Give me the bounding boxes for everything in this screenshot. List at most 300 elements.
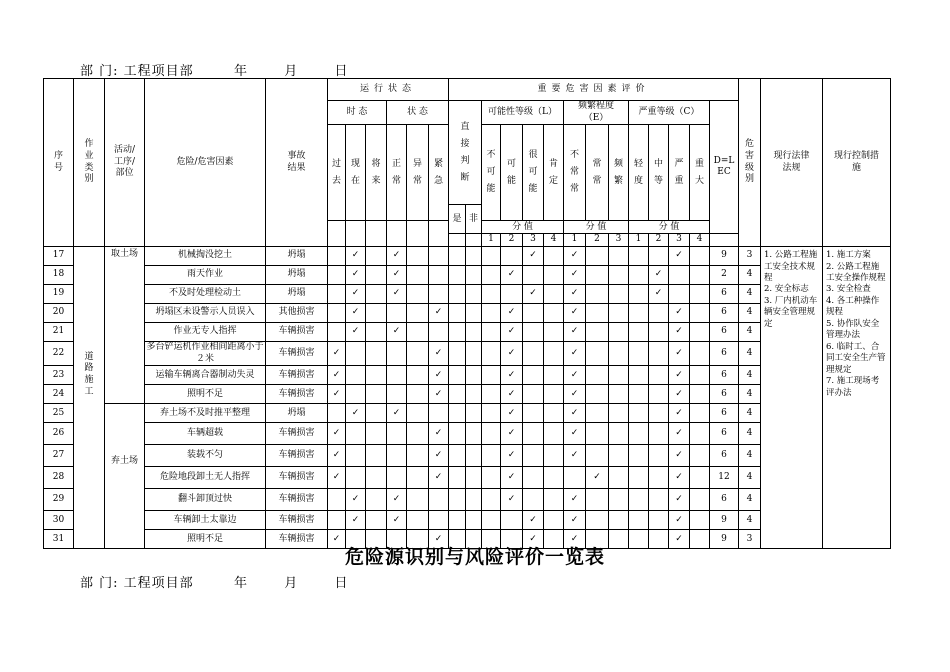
- score-num: 3: [669, 234, 690, 247]
- col-present: 现在: [346, 125, 366, 221]
- consequence-cell: 车辆损害: [266, 489, 328, 511]
- score-num: 1: [629, 234, 649, 247]
- mark-cell: [366, 385, 387, 404]
- col-certain: 肯定: [544, 125, 564, 221]
- col-state: 状 态: [387, 101, 449, 125]
- check-mark: ✓: [501, 467, 523, 489]
- mark-cell: [387, 467, 407, 489]
- mark-cell: [346, 467, 366, 489]
- lec-cell: 6: [710, 285, 739, 304]
- month-label: 月: [284, 576, 299, 591]
- check-mark: ✓: [564, 266, 586, 285]
- level-cell: 4: [739, 511, 761, 530]
- check-mark: ✓: [564, 342, 586, 366]
- mark-cell: [586, 366, 609, 385]
- check-mark: ✓: [501, 445, 523, 467]
- mark-cell: [466, 266, 482, 285]
- mark-cell: [544, 385, 564, 404]
- level-cell: 4: [739, 489, 761, 511]
- mark-cell: [328, 489, 346, 511]
- hazard-cell: 机械掏没挖土: [145, 247, 266, 266]
- mark-cell: [328, 266, 346, 285]
- check-mark: ✓: [501, 404, 523, 423]
- header-line-bottom: [80, 572, 349, 591]
- mark-cell: [346, 366, 366, 385]
- check-mark: ✓: [501, 342, 523, 366]
- row-number: 24: [44, 385, 74, 404]
- measures-cell: [823, 247, 891, 549]
- row-number: 18: [44, 266, 74, 285]
- mark-cell: [366, 445, 387, 467]
- check-mark: ✓: [387, 404, 407, 423]
- score-num: 2: [501, 234, 523, 247]
- hazard-cell: 作业无专人指挥: [145, 323, 266, 342]
- col-possible: 可能: [501, 125, 523, 221]
- level-cell: 3: [739, 530, 761, 549]
- score-num: 4: [544, 234, 564, 247]
- mark-cell: [449, 247, 466, 266]
- mark-cell: [523, 323, 544, 342]
- mark-cell: [482, 285, 501, 304]
- mark-cell: [629, 366, 649, 385]
- level-cell: 4: [739, 404, 761, 423]
- col-emergency: 紧急: [429, 125, 449, 221]
- mark-cell: [690, 511, 710, 530]
- mark-cell: [586, 304, 609, 323]
- check-mark: ✓: [346, 404, 366, 423]
- mark-cell: [609, 266, 629, 285]
- row-number: 21: [44, 323, 74, 342]
- mark-cell: [387, 342, 407, 366]
- mark-cell: [629, 385, 649, 404]
- mark-cell: [501, 247, 523, 266]
- col-important-eval: 重要危害因素评价: [449, 79, 739, 101]
- mark-cell: [629, 304, 649, 323]
- mark-cell: [586, 511, 609, 530]
- mark-cell: [482, 342, 501, 366]
- mark-cell: [482, 385, 501, 404]
- mark-cell: [429, 489, 449, 511]
- col-direct-judge: 直接判断: [449, 101, 482, 205]
- mark-cell: [609, 404, 629, 423]
- mark-cell: [466, 511, 482, 530]
- mark-cell: [429, 285, 449, 304]
- mark-cell: [690, 423, 710, 445]
- level-cell: 4: [739, 323, 761, 342]
- col-severity: 严重等级（C）: [629, 101, 710, 125]
- col-normal: 正常: [387, 125, 407, 221]
- mark-cell: [609, 385, 629, 404]
- score-num: 4: [690, 234, 710, 247]
- measure-item: 6. 临时工、合同工安全生产管理规定: [826, 341, 886, 375]
- check-mark: ✓: [429, 342, 449, 366]
- level-cell: 4: [739, 366, 761, 385]
- mark-cell: [690, 247, 710, 266]
- lec-cell: 12: [710, 467, 739, 489]
- mark-cell: [669, 266, 690, 285]
- check-mark: ✓: [387, 511, 407, 530]
- mark-cell: [482, 266, 501, 285]
- law-item: 3. 厂内机动车辆安全管理规定: [764, 295, 818, 329]
- check-mark: ✓: [669, 530, 690, 549]
- mark-cell: [346, 342, 366, 366]
- check-mark: ✓: [429, 445, 449, 467]
- mark-cell: [544, 511, 564, 530]
- check-mark: ✓: [669, 323, 690, 342]
- mark-cell: [466, 489, 482, 511]
- mark-cell: [609, 342, 629, 366]
- level-cell: 3: [739, 247, 761, 266]
- law-item: 2. 安全标志: [764, 284, 809, 295]
- mark-cell: [690, 467, 710, 489]
- col-yes: 是: [449, 205, 466, 234]
- measure-item: 7. 施工现场考评办法: [826, 376, 880, 398]
- mark-cell: [387, 366, 407, 385]
- hazard-cell: 多台铲运机作业相间距离小于２米: [145, 342, 266, 366]
- check-mark: ✓: [501, 323, 523, 342]
- mark-cell: [586, 323, 609, 342]
- mark-cell: [449, 467, 466, 489]
- mark-cell: [690, 285, 710, 304]
- check-mark: ✓: [564, 247, 586, 266]
- mark-cell: [366, 423, 387, 445]
- measure-item: 5. 协作队安全管理办法: [826, 318, 880, 341]
- hazard-cell: 照明不足: [145, 530, 266, 549]
- col-slight: 轻度: [629, 125, 649, 221]
- mark-cell: [609, 489, 629, 511]
- col-often: 常常: [586, 125, 609, 221]
- mark-cell: [407, 445, 429, 467]
- mark-cell: [501, 511, 523, 530]
- check-mark: ✓: [564, 489, 586, 511]
- mark-cell: [523, 467, 544, 489]
- mark-cell: [449, 366, 466, 385]
- year-label: 年: [233, 576, 248, 591]
- mark-cell: [649, 247, 669, 266]
- mark-cell: [346, 385, 366, 404]
- check-mark: ✓: [669, 366, 690, 385]
- col-serious: 严重: [669, 125, 690, 221]
- mark-cell: [649, 323, 669, 342]
- mark-cell: [366, 323, 387, 342]
- check-mark: ✓: [346, 285, 366, 304]
- mark-cell: [407, 342, 429, 366]
- mark-cell: [482, 323, 501, 342]
- header-line-top: [80, 60, 349, 79]
- check-mark: ✓: [564, 423, 586, 445]
- mark-cell: [523, 342, 544, 366]
- mark-cell: [690, 304, 710, 323]
- lec-cell: 2: [710, 266, 739, 285]
- mark-cell: [629, 404, 649, 423]
- mark-cell: [407, 511, 429, 530]
- score-num: 1: [482, 234, 501, 247]
- mark-cell: [586, 285, 609, 304]
- row-number: 20: [44, 304, 74, 323]
- col-seq: 序号: [44, 79, 74, 247]
- check-mark: ✓: [501, 489, 523, 511]
- level-cell: 4: [739, 445, 761, 467]
- score-e: 分 值: [564, 221, 629, 234]
- mark-cell: [466, 323, 482, 342]
- mark-cell: [407, 266, 429, 285]
- mark-cell: [366, 404, 387, 423]
- mark-cell: [482, 304, 501, 323]
- mark-cell: [466, 423, 482, 445]
- check-mark: ✓: [346, 489, 366, 511]
- check-mark: ✓: [328, 385, 346, 404]
- mark-cell: [449, 423, 466, 445]
- mark-cell: [407, 323, 429, 342]
- row-number: 27: [44, 445, 74, 467]
- mark-cell: [407, 285, 429, 304]
- mark-cell: [586, 342, 609, 366]
- check-mark: ✓: [501, 366, 523, 385]
- row-number: 22: [44, 342, 74, 366]
- mark-cell: [328, 247, 346, 266]
- mark-cell: [690, 404, 710, 423]
- hazard-cell: 不及时处理检动土: [145, 285, 266, 304]
- check-mark: ✓: [501, 304, 523, 323]
- consequence-cell: 其他损害: [266, 304, 328, 323]
- mark-cell: [523, 366, 544, 385]
- mark-cell: [407, 385, 429, 404]
- row-number: 30: [44, 511, 74, 530]
- mark-cell: [407, 404, 429, 423]
- hazard-cell: 弃土场不及时推平整理: [145, 404, 266, 423]
- col-future: 将来: [366, 125, 387, 221]
- lec-cell: 6: [710, 489, 739, 511]
- mark-cell: [564, 467, 586, 489]
- mark-cell: [609, 366, 629, 385]
- consequence-cell: 车辆损害: [266, 467, 328, 489]
- mark-cell: [387, 423, 407, 445]
- mark-cell: [482, 445, 501, 467]
- check-mark: ✓: [328, 445, 346, 467]
- col-impossible: 不可能: [482, 125, 501, 221]
- check-mark: ✓: [328, 423, 346, 445]
- score-num: 3: [523, 234, 544, 247]
- check-mark: ✓: [669, 247, 690, 266]
- mark-cell: [429, 323, 449, 342]
- check-mark: ✓: [501, 266, 523, 285]
- mark-cell: [449, 285, 466, 304]
- mark-cell: [609, 445, 629, 467]
- mark-cell: [482, 467, 501, 489]
- mark-cell: [649, 445, 669, 467]
- lec-cell: 9: [710, 511, 739, 530]
- mark-cell: [366, 304, 387, 323]
- mark-cell: [544, 285, 564, 304]
- day-label: 日: [334, 64, 349, 79]
- mark-cell: [407, 467, 429, 489]
- col-no: 非: [466, 205, 482, 234]
- mark-cell: [407, 247, 429, 266]
- mark-cell: [586, 445, 609, 467]
- mark-cell: [366, 342, 387, 366]
- mark-cell: [609, 467, 629, 489]
- hazard-cell: 车辆卸土太靠边: [145, 511, 266, 530]
- mark-cell: [482, 404, 501, 423]
- check-mark: ✓: [564, 445, 586, 467]
- check-mark: ✓: [669, 385, 690, 404]
- mark-cell: [366, 511, 387, 530]
- mark-cell: [466, 445, 482, 467]
- mark-cell: [449, 404, 466, 423]
- hazard-cell: 坍塌区未设警示人员误入: [145, 304, 266, 323]
- mark-cell: [586, 423, 609, 445]
- mark-cell: [449, 489, 466, 511]
- check-mark: ✓: [523, 530, 544, 549]
- row-number: 25: [44, 404, 74, 423]
- mark-cell: [649, 304, 669, 323]
- mark-cell: [466, 247, 482, 266]
- mark-cell: [523, 266, 544, 285]
- mark-cell: [523, 404, 544, 423]
- hazard-cell: 照明不足: [145, 385, 266, 404]
- check-mark: ✓: [649, 266, 669, 285]
- check-mark: ✓: [387, 266, 407, 285]
- consequence-cell: 坍塌: [266, 247, 328, 266]
- consequence-cell: 车辆损害: [266, 385, 328, 404]
- check-mark: ✓: [387, 247, 407, 266]
- check-mark: ✓: [669, 304, 690, 323]
- col-frequency: 频繁程度（E）: [564, 101, 629, 125]
- mark-cell: [387, 385, 407, 404]
- mark-cell: [629, 445, 649, 467]
- measure-item: 3. 安全检查: [826, 284, 871, 295]
- consequence-cell: 车辆损害: [266, 445, 328, 467]
- consequence-cell: 车辆损害: [266, 342, 328, 366]
- lec-cell: 9: [710, 247, 739, 266]
- mark-cell: [523, 445, 544, 467]
- check-mark: ✓: [328, 467, 346, 489]
- mark-cell: [586, 247, 609, 266]
- mark-cell: [586, 266, 609, 285]
- lec-cell: 6: [710, 423, 739, 445]
- check-mark: ✓: [669, 342, 690, 366]
- mark-cell: [586, 385, 609, 404]
- mark-cell: [649, 489, 669, 511]
- mark-cell: [544, 404, 564, 423]
- mark-cell: [482, 489, 501, 511]
- mark-cell: [690, 366, 710, 385]
- mark-cell: [649, 342, 669, 366]
- mark-cell: [482, 366, 501, 385]
- mark-cell: [609, 285, 629, 304]
- level-cell: 4: [739, 467, 761, 489]
- col-not-often: 不常常: [564, 125, 586, 221]
- mark-cell: [544, 423, 564, 445]
- mark-cell: [466, 285, 482, 304]
- score-l: 分 值: [482, 221, 564, 234]
- work-type-cell: [74, 247, 105, 549]
- mark-cell: [466, 304, 482, 323]
- mark-cell: [629, 511, 649, 530]
- check-mark: ✓: [328, 530, 346, 549]
- mark-cell: [544, 323, 564, 342]
- check-mark: ✓: [346, 323, 366, 342]
- check-mark: ✓: [429, 467, 449, 489]
- col-likelihood: 可能性等级（L）: [482, 101, 564, 125]
- measure-item: 4. 各工种操作规程: [826, 295, 880, 318]
- mark-cell: [649, 511, 669, 530]
- level-cell: 4: [739, 342, 761, 366]
- mark-cell: [466, 366, 482, 385]
- check-mark: ✓: [586, 467, 609, 489]
- score-c: 分 值: [629, 221, 710, 234]
- check-mark: ✓: [387, 323, 407, 342]
- consequence-cell: 坍塌: [266, 404, 328, 423]
- mark-cell: [544, 366, 564, 385]
- mark-cell: [429, 247, 449, 266]
- consequence-cell: 车辆损害: [266, 511, 328, 530]
- check-mark: ✓: [564, 366, 586, 385]
- mark-cell: [690, 342, 710, 366]
- col-hazard-level: 危害级别: [739, 79, 761, 247]
- check-mark: ✓: [564, 323, 586, 342]
- mark-cell: [690, 385, 710, 404]
- mark-cell: [586, 489, 609, 511]
- check-mark: ✓: [328, 366, 346, 385]
- col-hazard: 危险/危害因素: [145, 79, 266, 247]
- mark-cell: [328, 404, 346, 423]
- mark-cell: [407, 489, 429, 511]
- mark-cell: [649, 385, 669, 404]
- mark-cell: [669, 285, 690, 304]
- mark-cell: [466, 467, 482, 489]
- mark-cell: [690, 266, 710, 285]
- mark-cell: [449, 385, 466, 404]
- col-very-possible: 很可能: [523, 125, 544, 221]
- check-mark: ✓: [523, 247, 544, 266]
- check-mark: ✓: [328, 342, 346, 366]
- check-mark: ✓: [346, 511, 366, 530]
- check-mark: ✓: [523, 285, 544, 304]
- year-label: 年: [233, 64, 248, 79]
- check-mark: ✓: [564, 404, 586, 423]
- check-mark: ✓: [669, 404, 690, 423]
- mark-cell: [629, 423, 649, 445]
- col-lec: D=LEC: [710, 101, 739, 234]
- consequence-cell: 车辆损害: [266, 366, 328, 385]
- mark-cell: [690, 323, 710, 342]
- consequence-cell: 坍塌: [266, 285, 328, 304]
- mark-cell: [449, 445, 466, 467]
- mark-cell: [366, 366, 387, 385]
- law-cell: [761, 247, 823, 549]
- mark-cell: [429, 266, 449, 285]
- dept-value: 工程项目部: [123, 576, 194, 591]
- score-num: 2: [649, 234, 669, 247]
- mark-cell: [544, 304, 564, 323]
- mark-cell: [449, 511, 466, 530]
- col-medium: 中等: [649, 125, 669, 221]
- mark-cell: [629, 342, 649, 366]
- check-mark: ✓: [346, 304, 366, 323]
- mark-cell: [629, 285, 649, 304]
- mark-cell: [429, 404, 449, 423]
- mark-cell: [629, 323, 649, 342]
- mark-cell: [482, 511, 501, 530]
- mark-cell: [609, 511, 629, 530]
- mark-cell: [346, 423, 366, 445]
- mark-cell: [544, 467, 564, 489]
- col-major: 重大: [690, 125, 710, 221]
- mark-cell: [429, 511, 449, 530]
- lec-cell: 6: [710, 304, 739, 323]
- mark-cell: [501, 285, 523, 304]
